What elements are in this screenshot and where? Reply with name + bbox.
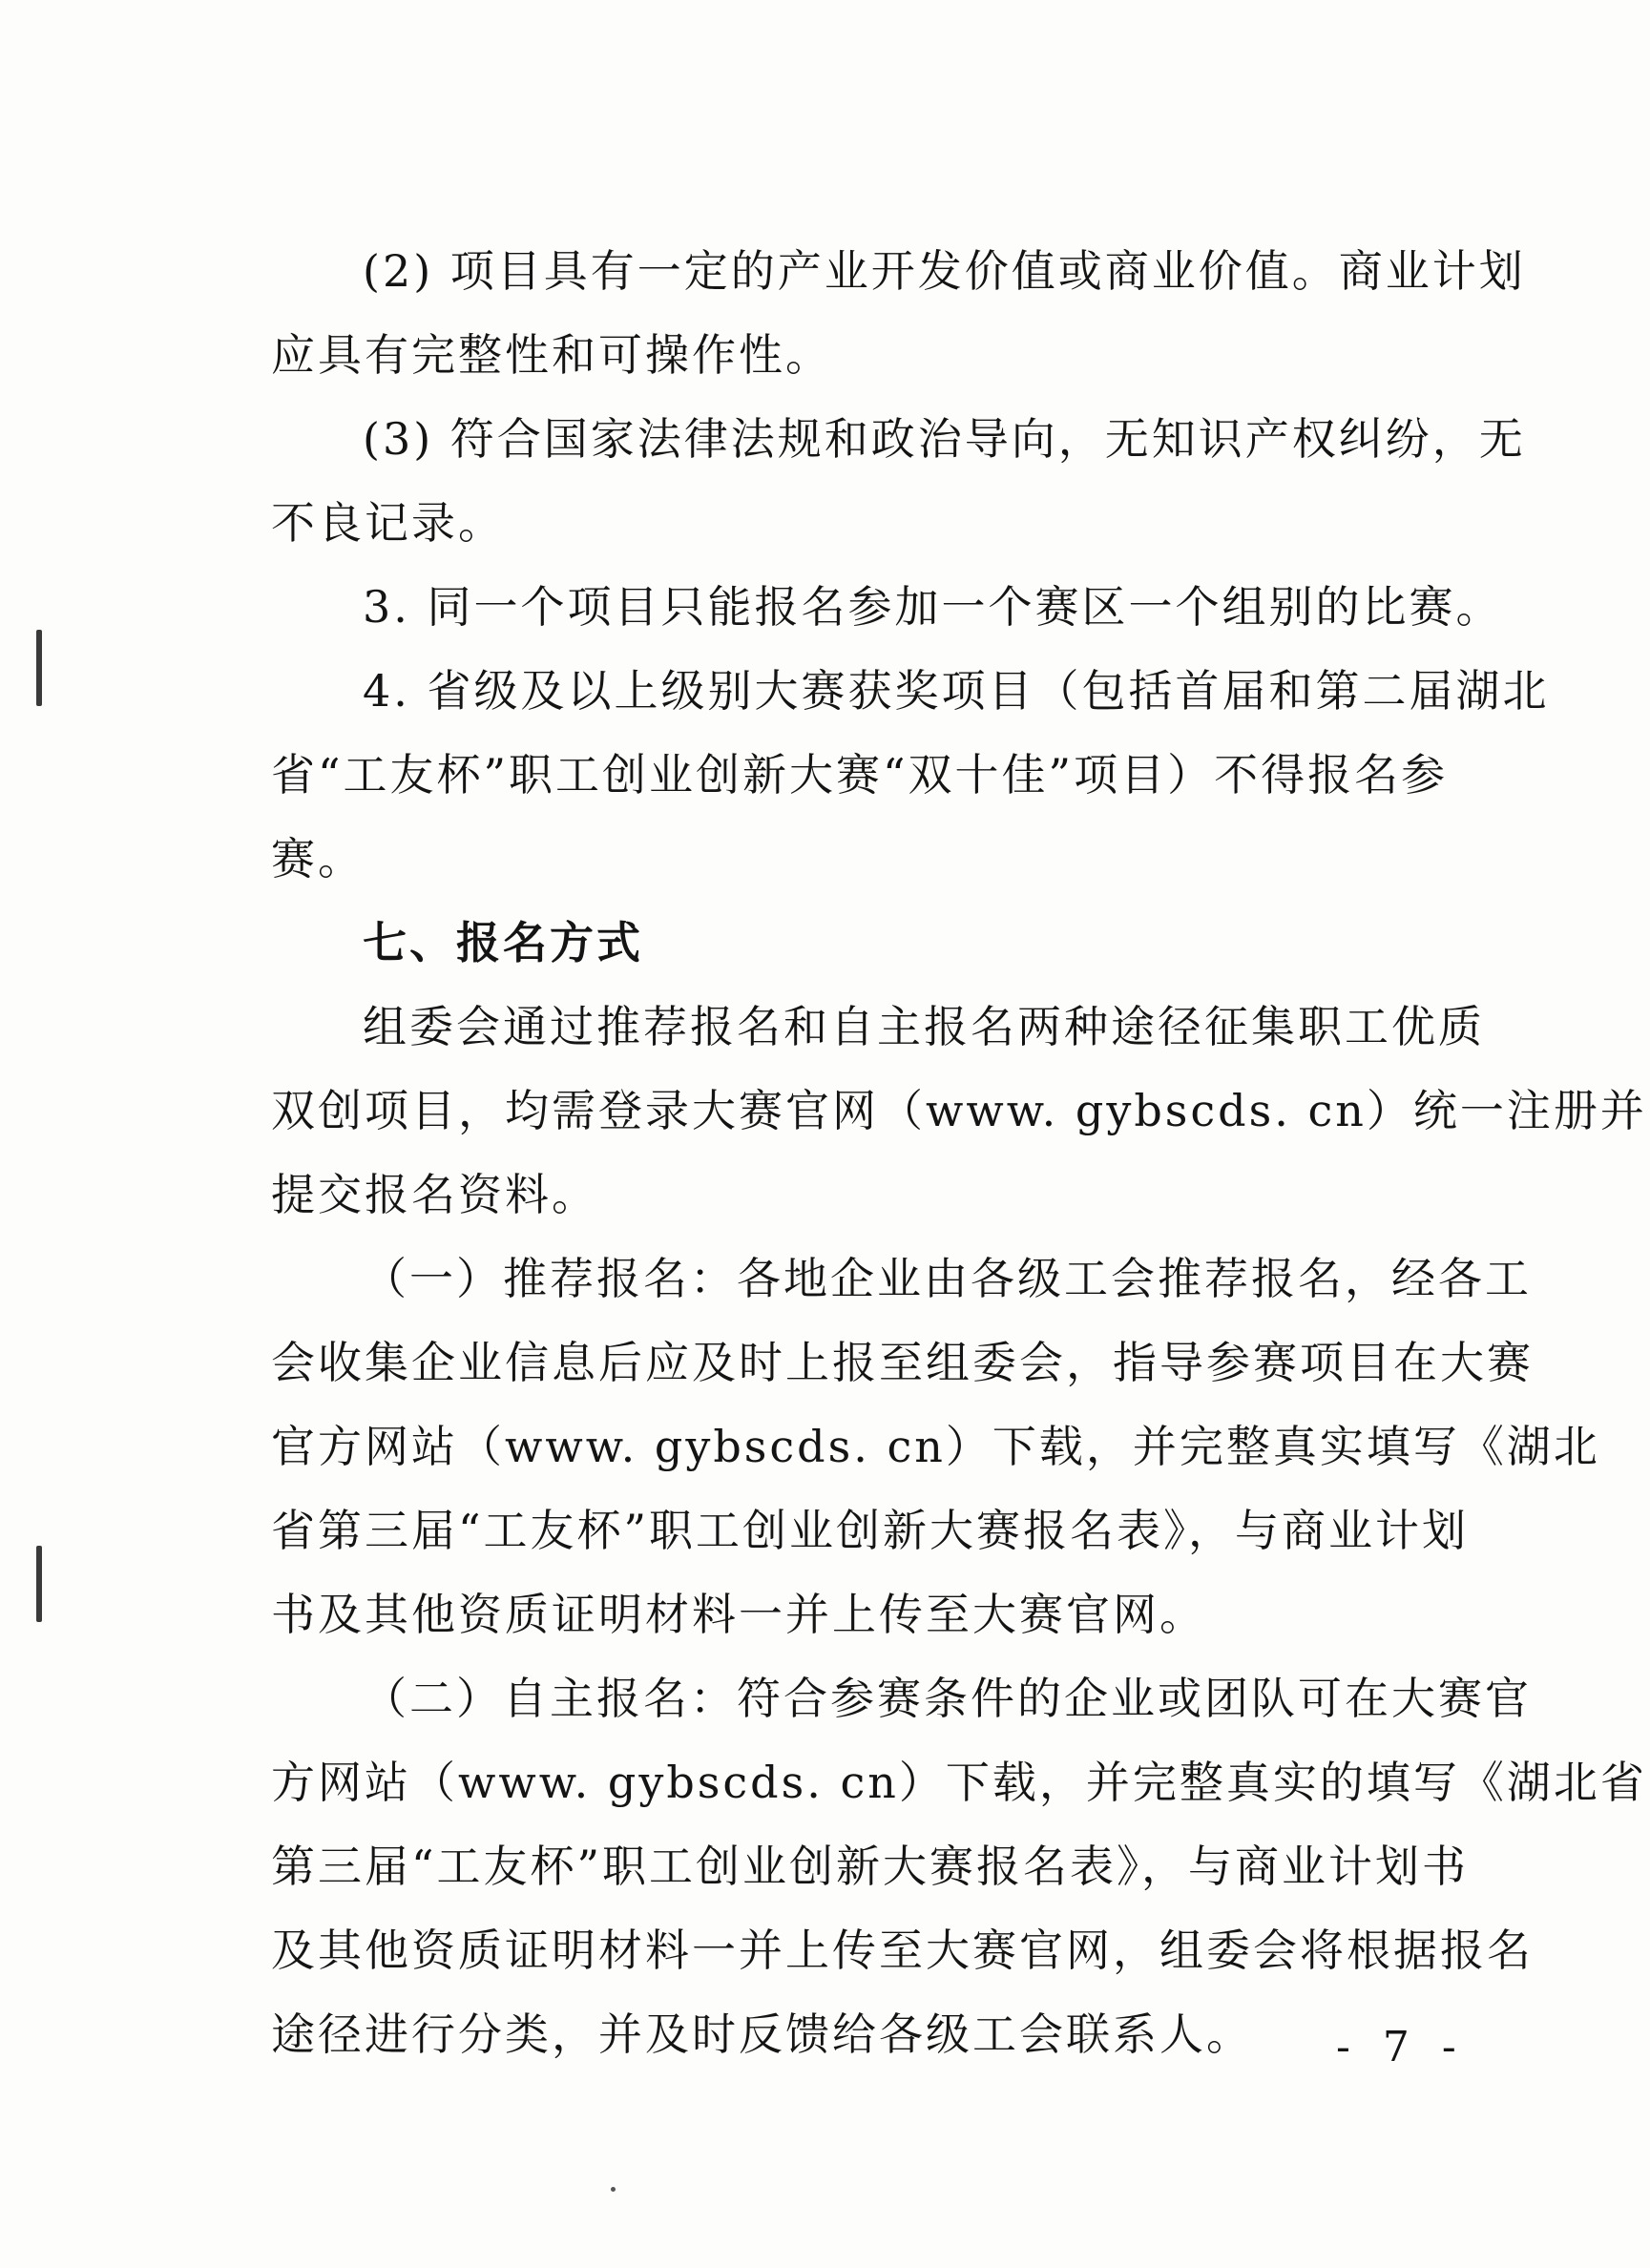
paragraph-line: 书及其他资质证明材料一并上传至大赛官网。 (271, 1589, 1206, 1640)
paragraph-line: 组委会通过推荐报名和自主报名两种途径征集职工优质 (363, 1001, 1485, 1052)
body-text (271, 229, 1647, 2076)
paragraph-line: (3) 符合国家法律法规和政治导向，无知识产权纠纷，无 (363, 413, 1526, 465)
paragraph-line: 3. 同一个项目只能报名参加一个赛区一个组别的比赛。 (363, 581, 1503, 633)
paragraph-line: 及其他资质证明材料一并上传至大赛官网，组委会将根据报名 (271, 1925, 1534, 1976)
paragraph-line: （一）推荐报名：各地企业由各级工会推荐报名，经各工 (363, 1253, 1532, 1304)
paragraph-line: 不良记录。 (271, 497, 505, 549)
paragraph-line: 4. 省级及以上级别大赛获奖项目（包括首届和第二届湖北 (363, 665, 1550, 717)
paragraph-line: 赛。 (271, 833, 365, 884)
page-number: - 7 - (1336, 2023, 1466, 2071)
section-heading: 七、报名方式 (363, 917, 643, 968)
paragraph-line: 官方网站（www. gybscds. cn）下载，并完整真实填写《湖北 (271, 1421, 1600, 1472)
scan-speck (611, 2187, 616, 2192)
paragraph-line: 会收集企业信息后应及时上报至组委会，指导参赛项目在大赛 (271, 1337, 1534, 1388)
paragraph-line: 方网站（www. gybscds. cn）下载，并完整真实的填写《湖北省 (271, 1757, 1647, 1808)
paragraph-line: 第三届“工友杯”职工创业创新大赛报名表》，与商业计划书 (271, 1841, 1470, 1892)
binding-hole-mark (36, 1546, 42, 1622)
paragraph-line: （二）自主报名：符合参赛条件的企业或团队可在大赛官 (363, 1673, 1532, 1724)
paragraph-line: 提交报名资料。 (271, 1169, 598, 1220)
paragraph-line: 省“工友杯”职工创业创新大赛“双十佳”项目）不得报名参 (271, 749, 1449, 801)
paragraph-line: 双创项目，均需登录大赛官网（www. gybscds. cn）统一注册并 (271, 1085, 1647, 1136)
binding-hole-mark (36, 630, 42, 706)
paragraph-line: 省第三届“工友杯”职工创业创新大赛报名表》，与商业计划 (271, 1505, 1470, 1556)
paragraph-line: 应具有完整性和可操作性。 (271, 329, 832, 381)
paragraph-line: (2) 项目具有一定的产业开发价值或商业价值。商业计划 (363, 245, 1526, 297)
paragraph-line: 途径进行分类，并及时反馈给各级工会联系人。 (271, 2008, 1253, 2060)
